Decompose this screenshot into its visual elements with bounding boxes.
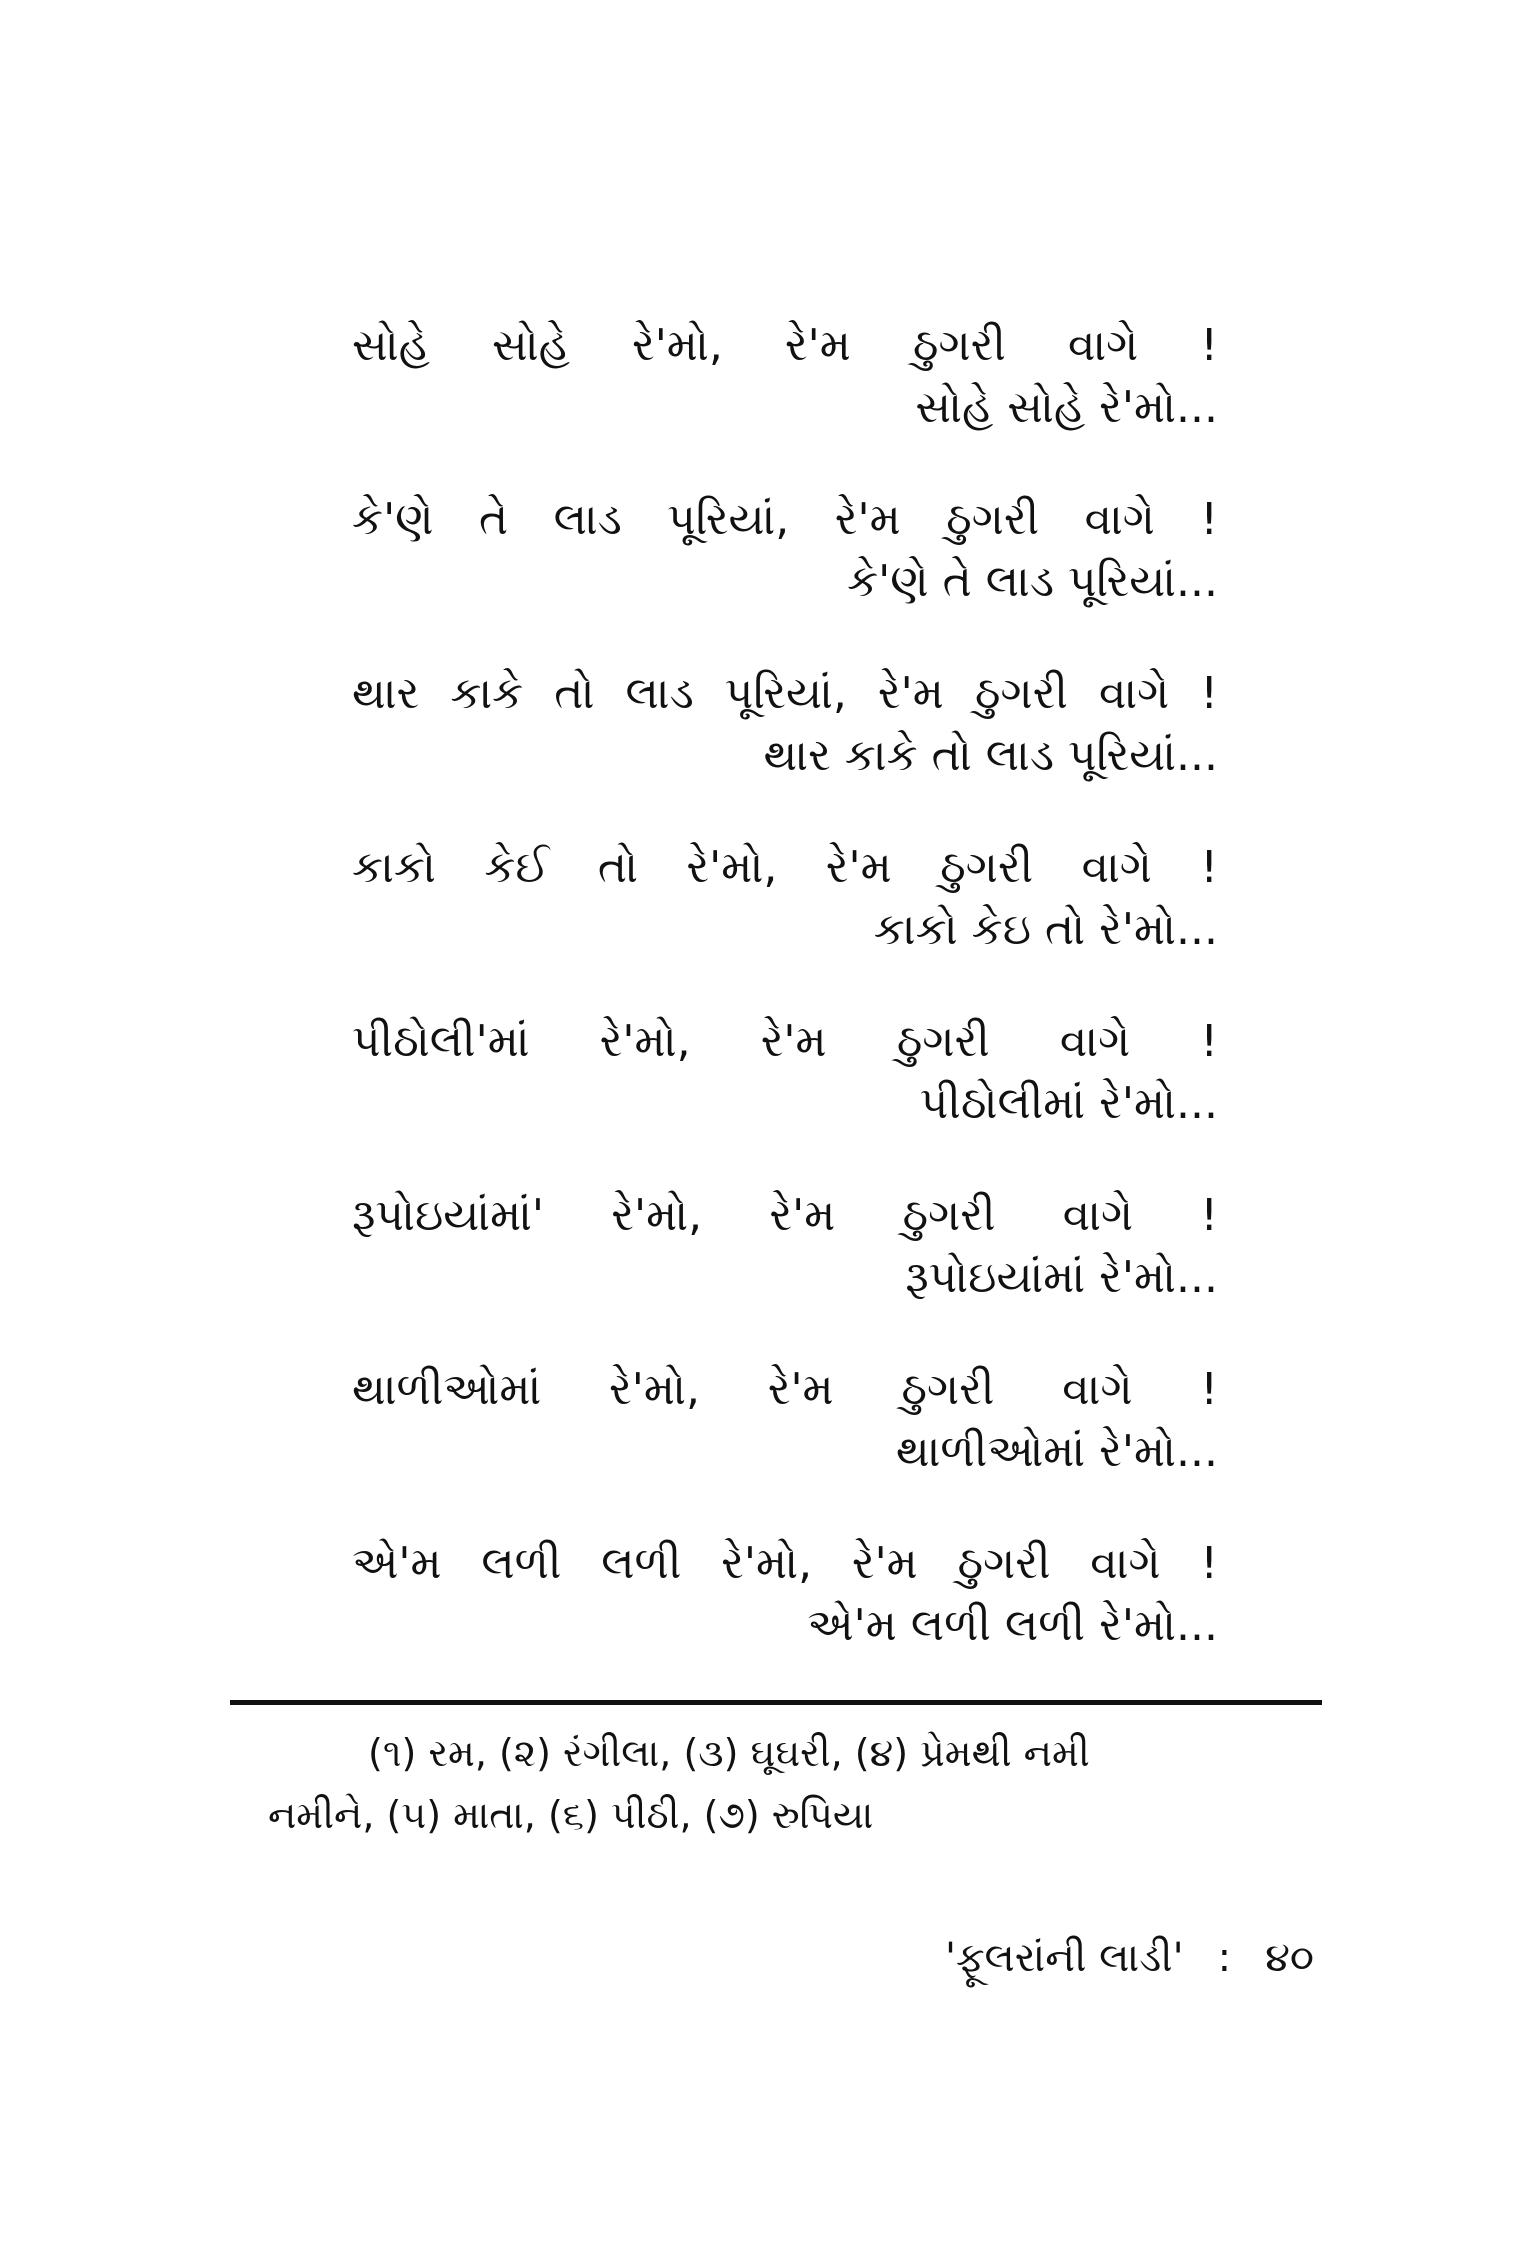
footnote-line-1: (૧) રમ, (૨) રંગીલા, (૩) ઘૂઘરી, (૪) પ્રેમથી નમી bbox=[368, 1731, 1090, 1775]
footer-separator: : bbox=[1217, 1935, 1232, 1981]
footnote-divider bbox=[230, 1700, 1322, 1705]
stanza-line: થાળીઓમાં રે'મો, રે'મ ઠુગરી વાગે ! bbox=[352, 1364, 1218, 1415]
stanza-line: એ'મ લળી લળી રે'મો, રે'મ ઠુગરી વાગે ! bbox=[352, 1538, 1218, 1589]
stanza-refrain: થાળીઓમાં રે'મો... bbox=[895, 1426, 1218, 1477]
stanza-line: કે'ણે તે લાડ પૂરિયાં, રે'મ ઠુગરી વાગે ! bbox=[352, 494, 1218, 545]
footnotes bbox=[268, 1722, 1328, 1846]
stanza-line: સોહે સોહે રે'મો, રે'મ ઠુગરી વાગે ! bbox=[352, 320, 1218, 371]
stanza-refrain: થાર કાકે તો લાડ પૂરિયાં... bbox=[763, 730, 1218, 781]
stanza-line: પીઠોલી'માં રે'મો, રે'મ ઠુગરી વાગે ! bbox=[352, 1016, 1218, 1067]
page-number: ૪૦ bbox=[1265, 1935, 1314, 1981]
stanza-refrain: કાકો કેઇ તો રે'મો... bbox=[873, 904, 1218, 955]
stanza-line: કાકો કેઈ તો રે'મો, રે'મ ઠુગરી વાગે ! bbox=[352, 842, 1218, 893]
book-title: 'ફૂલરાંની લાડી' bbox=[944, 1935, 1184, 1981]
page-footer bbox=[945, 1930, 1314, 1986]
stanza-refrain: સોહે સોહે રે'મો... bbox=[915, 382, 1218, 433]
stanza-refrain: એ'મ લળી લળી રે'મો... bbox=[807, 1600, 1218, 1651]
stanza-line: રૂપોઇયાંમાં' રે'મો, રે'મ ઠુગરી વાગે ! bbox=[352, 1190, 1218, 1241]
stanza-refrain: કે'ણે તે લાડ પૂરિયાં... bbox=[847, 556, 1218, 607]
footnote-line-2: નમીને, (૫) માતા, (૬) પીઠી, (૭) રુપિયા bbox=[268, 1793, 874, 1837]
stanza-refrain: રૂપોઇયાંમાં રે'મો... bbox=[905, 1252, 1218, 1303]
stanza-refrain: પીઠોલીમાં રે'મો... bbox=[919, 1078, 1218, 1129]
stanza-line: થાર કાકે તો લાડ પૂરિયાં, રે'મ ઠુગરી વાગે ! bbox=[352, 668, 1218, 719]
